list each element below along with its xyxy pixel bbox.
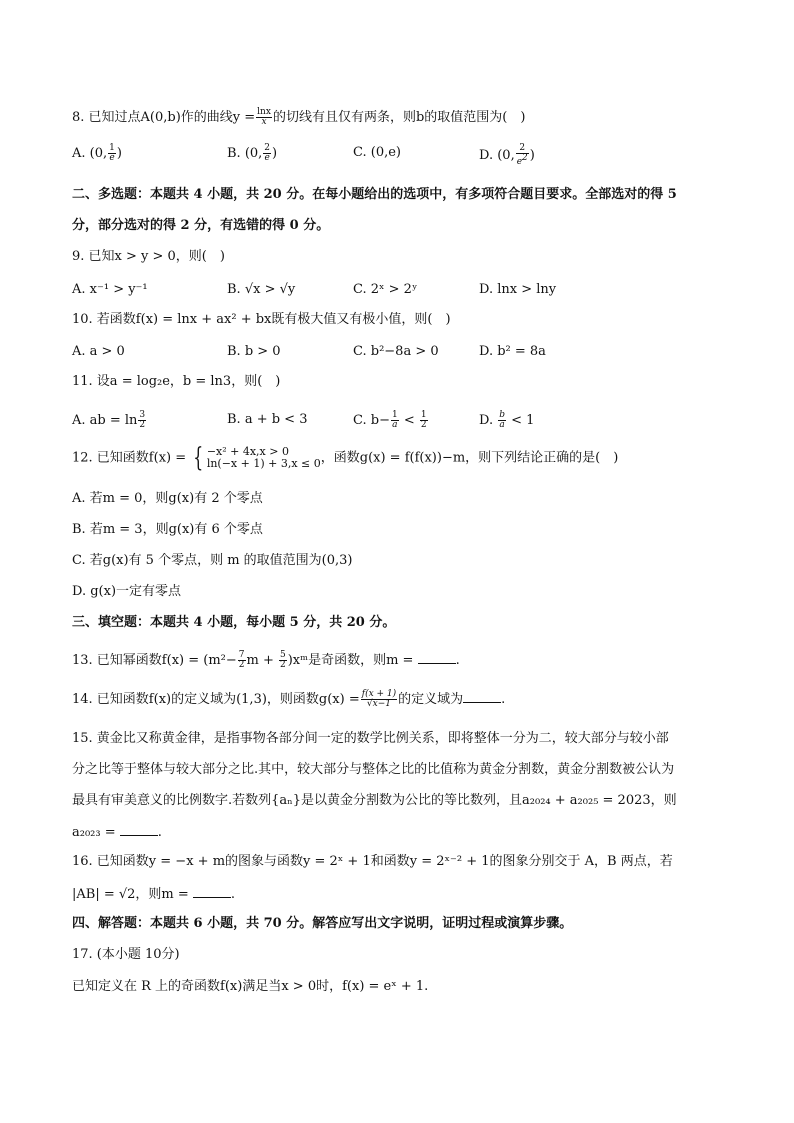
section2-line2: 分，部分选对的得 2 分，有选错的得 0 分。 — [72, 218, 330, 233]
q13-frac1 — [238, 651, 246, 670]
q13-b: m + — [246, 653, 278, 668]
q14-b: 的定义域为 — [398, 692, 464, 707]
q13-a: 13. 已知幂函数f(x) = (m²− — [72, 653, 237, 668]
q15-line3: 最具有审美意义的比例数字.若数列{aₙ}是以黄金分割数为公比的等比数列，且a₂₀₂₄ + a₂₀₂₅ = 2023，则 — [72, 793, 677, 808]
q14-answer-blank[interactable] — [463, 690, 501, 703]
q17-head: 17. (本小题 10分) — [72, 947, 180, 962]
q15-line4b: . — [157, 825, 162, 840]
q14-a: 14. 已知函数f(x)的定义域为(1,3)，则函数g(x) = — [72, 692, 360, 707]
q8-opt-a-frac — [108, 144, 116, 163]
section4-heading: 四、解答题：本题共 6 小题，共 70 分。解答应写出文字说明，证明过程或演算步骤。 — [72, 916, 573, 931]
q8-opt-d-tail: ) — [529, 148, 535, 163]
q9-stem: 9. 已知x > y > 0，则( ) — [72, 249, 225, 264]
q9-option-b: B. √x > √y — [227, 282, 296, 297]
q8-fraction — [256, 108, 272, 127]
q11-option-b: B. a + b < 3 — [227, 412, 308, 427]
q11-opt-a-den: 2 — [139, 420, 146, 430]
q13-stem — [72, 651, 460, 670]
q12-brace: { — [193, 443, 204, 473]
q11-opt-a-frac — [138, 411, 146, 430]
q10-stem: 10. 若函数f(x) = lnx + ax² + bx既有极大值又有极小值，则( ) — [72, 312, 451, 327]
q8-opt-b-tail: ) — [272, 146, 278, 161]
q12-option-d: D. g(x)一定有零点 — [72, 584, 182, 599]
q16-answer-blank[interactable] — [193, 885, 231, 898]
q11-option-a — [72, 411, 147, 430]
q16-line1: 16. 已知函数y = −x + m的图象与函数y = 2ˣ + 1和函数y = 2ˣ⁻² + 1的图象分别交于 A，B 两点，若 — [72, 854, 673, 869]
q12-option-c: C. 若g(x)有 5 个零点，则 m 的取值范围为(0,3) — [72, 553, 353, 568]
q13-num2: 5 — [279, 650, 286, 660]
q11-opt-c-frac2 — [420, 411, 428, 430]
q11-opt-c-den1: a — [392, 420, 398, 430]
q15-line2: 分之比等于整体与较大部分之比.其中，较大部分与整体之比的比值称为黄金分割数，黄金分割数被公认为 — [72, 762, 675, 777]
q11-opt-c-den2: 2 — [420, 420, 427, 430]
q8-opt-d-den-base: e — [516, 157, 523, 167]
q8-stem — [72, 108, 525, 127]
q11-opt-d-den: a — [499, 420, 505, 430]
q8-stem-a: 8. 已知过点A(0,b)作的曲线y = — [72, 110, 256, 125]
q15-line1: 15. 黄金比又称黄金律，是指事物各部分间一定的数学比例关系，即将整体一分为二，较大部分与较小部 — [72, 731, 669, 746]
q8-opt-d-den-exp: 2 — [522, 153, 528, 163]
q11-option-c — [353, 411, 429, 430]
q13-frac2 — [279, 651, 287, 670]
q11-opt-a-num: 3 — [139, 410, 146, 420]
q8-opt-a-num: 1 — [109, 143, 115, 153]
q16-line2b: . — [230, 887, 236, 902]
q15-line4a: a₂₀₂₃ = — [72, 825, 116, 840]
q11-opt-c-num1: 1 — [391, 410, 398, 420]
q10-option-b: B. b > 0 — [227, 344, 281, 359]
q11-opt-c-frac1 — [391, 411, 399, 430]
q12-piecewise — [207, 446, 321, 470]
q13-answer-blank[interactable] — [418, 651, 456, 664]
q9-option-a: A. x⁻¹ > y⁻¹ — [72, 282, 148, 297]
q12-option-b: B. 若m = 3，则g(x)有 6 个零点 — [72, 522, 263, 537]
q12-case1: −x² + 4x,x > 0 — [206, 445, 289, 458]
q8-opt-b-num: 2 — [264, 143, 271, 153]
q8-opt-d-label: D. (0, — [479, 148, 515, 163]
section2-line1: 二、多选题：本题共 4 小题，共 20 分。在每小题给出的选项中，有多项符合题目要求。全部选对的得 5 — [72, 187, 677, 202]
q11-opt-d-tail: < 1 — [507, 413, 535, 428]
q8-opt-a-label: A. (0, — [72, 146, 108, 161]
q11-opt-d-num: b — [499, 410, 505, 420]
q16-line2a: |AB| = √2，则m = — [72, 887, 189, 902]
q11-option-d — [479, 411, 534, 430]
q16-line2 — [72, 885, 235, 904]
section3-heading: 三、填空题：本题共 4 小题，每小题 5 分，共 20 分。 — [72, 615, 396, 630]
q8-option-d — [479, 144, 535, 167]
q8-opt-b-den: e — [264, 153, 270, 163]
q8-option-c: C. (0,e) — [353, 145, 401, 160]
q8-option-a — [72, 144, 122, 163]
q14-num: f(x + 1) — [361, 689, 397, 699]
q14-den: √x−1 — [366, 699, 391, 709]
q8-opt-a-tail: ) — [116, 146, 122, 161]
q17-body: 已知定义在 R 上的奇函数f(x)满足当x > 0时，f(x) = eˣ + 1. — [72, 979, 429, 994]
q11-stem: 11. 设a = log₂e，b = ln3，则( ) — [72, 374, 281, 389]
q9-option-d: D. lnx > lny — [479, 282, 557, 297]
q15-answer-blank[interactable] — [120, 823, 158, 836]
q11-opt-a-label: A. ab = ln — [72, 413, 138, 428]
q11-opt-c-num2: 1 — [420, 410, 427, 420]
q13-den2: 2 — [279, 660, 286, 670]
q13-num1: 7 — [238, 650, 245, 660]
q13-den1: 2 — [238, 660, 245, 670]
q11-opt-d-frac — [498, 411, 506, 430]
q12-option-a: A. 若m = 0，则g(x)有 2 个零点 — [72, 491, 263, 506]
q11-opt-d-label: D. — [479, 413, 494, 428]
q11-opt-c-mid: < — [399, 413, 419, 428]
q8-opt-a-den: e — [109, 153, 115, 163]
q8-opt-d-den — [516, 154, 529, 167]
q13-c: )xᵐ是奇函数，则m = — [287, 653, 414, 668]
q8-stem-b: 的切线有且仅有两条，则b的取值范围为( ) — [272, 110, 526, 125]
q8-option-b — [227, 144, 277, 163]
q15-line4 — [72, 823, 162, 842]
q14-stem — [72, 690, 505, 709]
q8-frac-num: lnx — [257, 107, 271, 117]
q8-opt-d-frac — [516, 144, 529, 167]
q10-option-d: D. b² = 8a — [479, 344, 546, 359]
q8-opt-b-frac — [263, 144, 271, 163]
q12-stem-b: ，函数g(x) = f(f(x))−m，则下列结论正确的是( ) — [320, 450, 619, 466]
q10-option-a: A. a > 0 — [72, 344, 125, 359]
q8-frac-den: x — [261, 117, 267, 127]
q8-opt-b-label: B. (0, — [227, 146, 263, 161]
q14-frac — [361, 690, 397, 709]
q13-end: . — [455, 653, 460, 668]
q11-opt-c-label: C. b− — [353, 413, 390, 428]
q9-option-c: C. 2ˣ > 2ʸ — [353, 282, 418, 297]
q12-stem-a: 12. 已知函数f(x) = — [72, 450, 187, 466]
q12-case2: ln(−x + 1) + 3,x ≤ 0 — [206, 457, 321, 470]
q10-option-c: C. b²−8a > 0 — [353, 344, 439, 359]
q8-opt-d-num: 2 — [516, 144, 529, 154]
q12-stem — [72, 443, 619, 473]
q14-end: . — [501, 692, 506, 707]
